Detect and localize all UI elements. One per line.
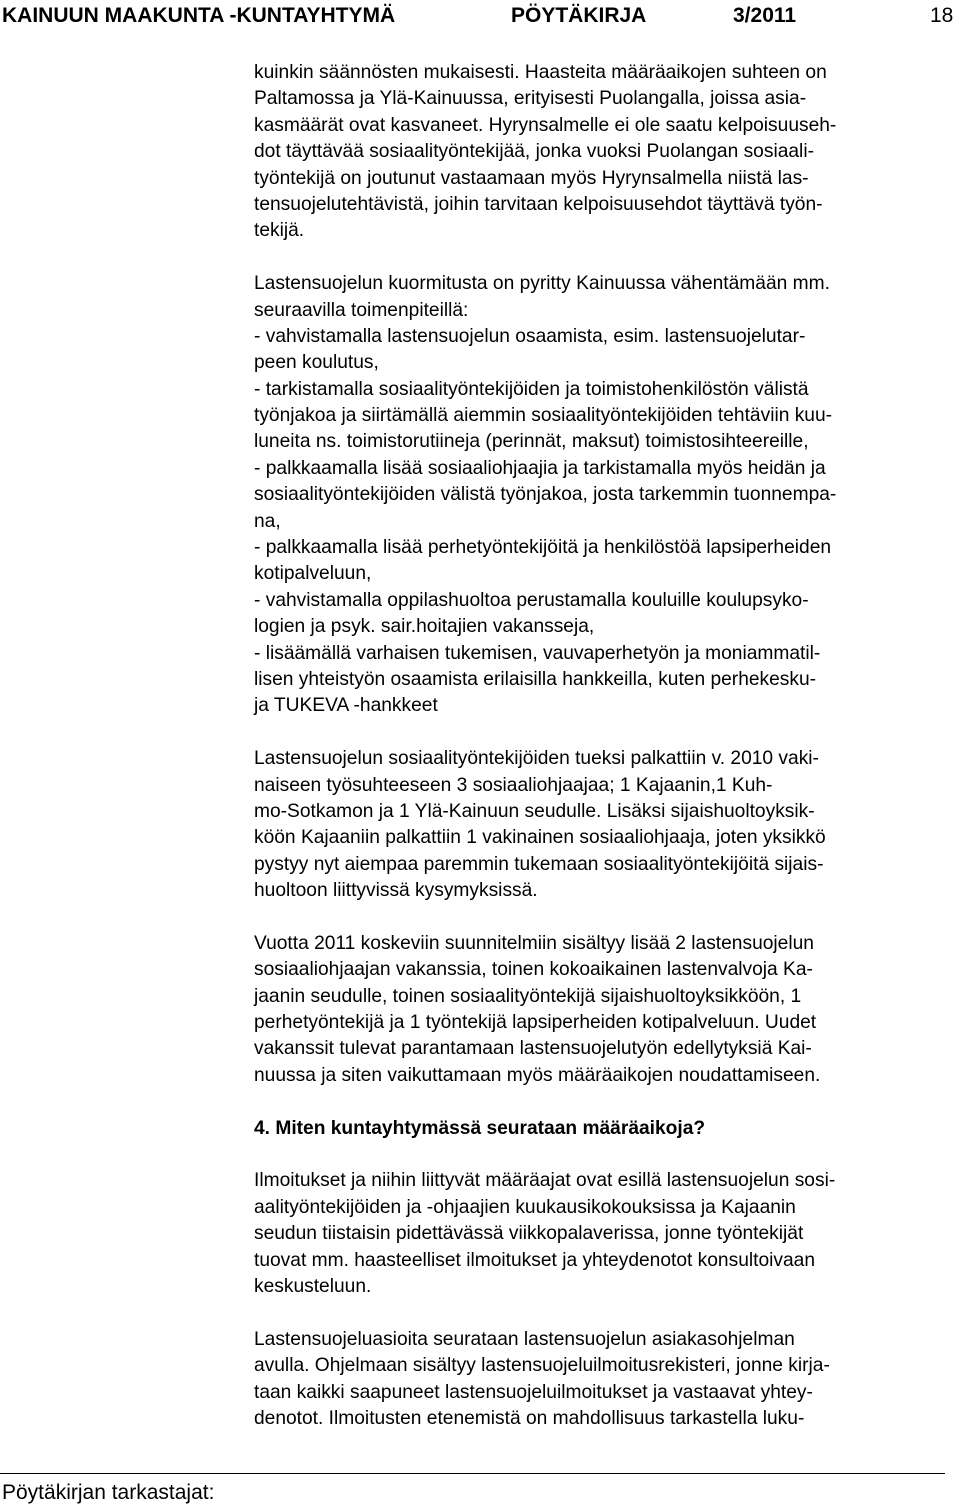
body-text-line: avulla. Ohjelmaan sisältyy lastensuojeluilmoitusrekisteri, jonne kirja-: [254, 1355, 830, 1377]
body-text-line: Lastensuojelun kuormitusta on pyritty Kainuussa vähentämään mm.: [254, 273, 830, 295]
body-text-line: aalityöntekijöiden ja -ohjaajien kuukausikokouksissa ja Kajaanin: [254, 1196, 796, 1218]
body-text-line: tuovat mm. haasteelliset ilmoitukset ja yhteydenotot konsultoivaan: [254, 1249, 816, 1271]
body-text-line: kasmäärät ovat kasvaneet. Hyrynsalmelle ei ole saatu kelpoisuuseh-: [254, 114, 837, 136]
section-heading: 4. Miten kuntayhtymässä seurataan määräaikoja?: [254, 1117, 706, 1139]
body-text-line: seudun tiistaisin pidettävässä viikkopalaverissa, jonne työntekijät: [254, 1223, 804, 1245]
body-text-line: köön Kajaaniin palkattiin 1 vakinainen sosiaaliohjaaja, joten yksikkö: [254, 827, 826, 849]
body-text-line: vakanssit tulevat parantamaan lastensuojelutyön edellytyksiä Kai-: [254, 1038, 812, 1060]
blank-line: [254, 905, 954, 931]
body-text-line: tekijä.: [254, 220, 305, 242]
body-text-line: - palkkaamalla lisää perhetyöntekijöitä ja henkilöstöä lapsiperheiden: [254, 537, 832, 559]
body-text-line: seuraavilla toimenpiteillä:: [254, 299, 469, 321]
blank-line: [254, 245, 954, 271]
body-text-line: mo-Sotkamon ja 1 Ylä-Kainuun seudulle. Lisäksi sijaishuoltoyksik-: [254, 800, 815, 822]
body-text-line: naiseen työsuhteeseen 3 sosiaaliohjaajaa; 1 Kajaanin,1 Kuh-: [254, 774, 773, 796]
body-text-line: dot täyttävää sosiaalityöntekijää, jonka vuoksi Puolangan sosiaali-: [254, 141, 814, 163]
body-text-line: taan kaikki saapuneet lastensuojeluilmoitukset ja vastaavat yhtey-: [254, 1381, 813, 1403]
blank-line: [254, 720, 954, 746]
body-text-line: Lastensuojelun sosiaalityöntekijöiden tueksi palkattiin v. 2010 vaki-: [254, 748, 819, 770]
body-text-line: perhetyöntekijä ja 1 työntekijä lapsiperheiden kotipalveluun. Uudet: [254, 1012, 817, 1034]
body-text-line: tensuojelutehtävistä, joihin tarvitaan kelpoisuusehdot täyttävä työn-: [254, 193, 823, 215]
body-text-line: työnjakoa ja siirtämällä aiemmin sosiaalityöntekijöiden tehtäviin kuu-: [254, 405, 833, 427]
body-text-line: pystyy nyt aiempaa paremmin tukemaan sosiaalityöntekijöitä sijais-: [254, 853, 824, 875]
document-type: PÖYTÄKIRJA: [511, 4, 647, 27]
body-text-line: Lastensuojeluasioita seurataan lastensuojelun asiakasohjelman: [254, 1328, 795, 1350]
body-text-line: kuinkin säännösten mukaisesti. Haasteita määräaikojen suhteen on: [254, 62, 827, 83]
body-text-line: keskusteluun.: [254, 1275, 372, 1297]
body-text-line: työntekijä on joutunut vastaamaan myös Hyrynsalmella niistä las-: [254, 167, 809, 189]
blank-line: [254, 1089, 954, 1115]
body-text-line: Ilmoitukset ja niihin liittyvät määräajat ovat esillä lastensuojelun sosi-: [254, 1170, 836, 1192]
body-text-line: - vahvistamalla lastensuojelun osaamista, esim. lastensuojelutar-: [254, 325, 806, 347]
footer-divider: [0, 1473, 945, 1474]
body-text-line: sosiaaliohjaajan vakanssia, toinen kokoaikainen lastenvalvoja Ka-: [254, 959, 813, 981]
blank-line: [254, 1300, 954, 1326]
page-number: 18: [930, 4, 954, 27]
document-body: [254, 60, 954, 1432]
body-text-line: huoltoon liittyvissä kysymyksissä.: [254, 880, 538, 902]
body-text-line: Vuotta 2011 koskeviin suunnitelmiin sisältyy lisää 2 lastensuojelun: [254, 932, 814, 954]
body-text-line: jaanin seudulle, toinen sosiaalityöntekijä sijaishuoltoyksikköön, 1: [254, 985, 802, 1007]
body-text-line: luneita ns. toimistorutiineja (perinnät, maksut) toimistosihteereille,: [254, 431, 809, 453]
body-text-line: lisen yhteistyön osaamista erilaisilla hankkeilla, kuten perhekesku-: [254, 668, 817, 690]
blank-line: [254, 1142, 954, 1168]
body-text-line: logien ja psyk. sair.hoitajien vakansseja,: [254, 616, 595, 638]
body-text-line: na,: [254, 510, 281, 532]
body-text-line: sosiaalityöntekijöiden välistä työnjakoa, josta tarkemmin tuonnempa-: [254, 484, 837, 506]
body-text-line: - vahvistamalla oppilashuoltoa perustamalla kouluille koulupsyko-: [254, 589, 809, 611]
body-text-line: peen koulutus,: [254, 352, 379, 374]
issue-number: 3/2011: [733, 4, 797, 27]
body-text-line: ja TUKEVA -hankkeet: [254, 695, 438, 717]
organization-name: KAINUUN MAAKUNTA -KUNTAYHTYMÄ: [2, 4, 396, 27]
footer-inspectors-label: Pöytäkirjan tarkastajat:: [2, 1481, 215, 1504]
body-text-line: nuussa ja siten vaikuttamaan myös määräaikojen noudattamiseen.: [254, 1064, 821, 1086]
page-header: [0, 0, 960, 34]
body-text-line: - lisäämällä varhaisen tukemisen, vauvaperhetyön ja moniammatil-: [254, 642, 821, 664]
body-text-line: Paltamossa ja Ylä-Kainuussa, erityisesti Puolangalla, joissa asia-: [254, 88, 807, 110]
body-text-line: - palkkaamalla lisää sosiaaliohjaajia ja tarkistamalla myös heidän ja: [254, 457, 826, 479]
body-text-line: denotot. Ilmoitusten etenemistä on mahdollisuus tarkastella luku-: [254, 1407, 805, 1429]
body-text-line: kotipalveluun,: [254, 563, 372, 585]
body-text-line: - tarkistamalla sosiaalityöntekijöiden ja toimistohenkilöstön välistä: [254, 378, 809, 400]
